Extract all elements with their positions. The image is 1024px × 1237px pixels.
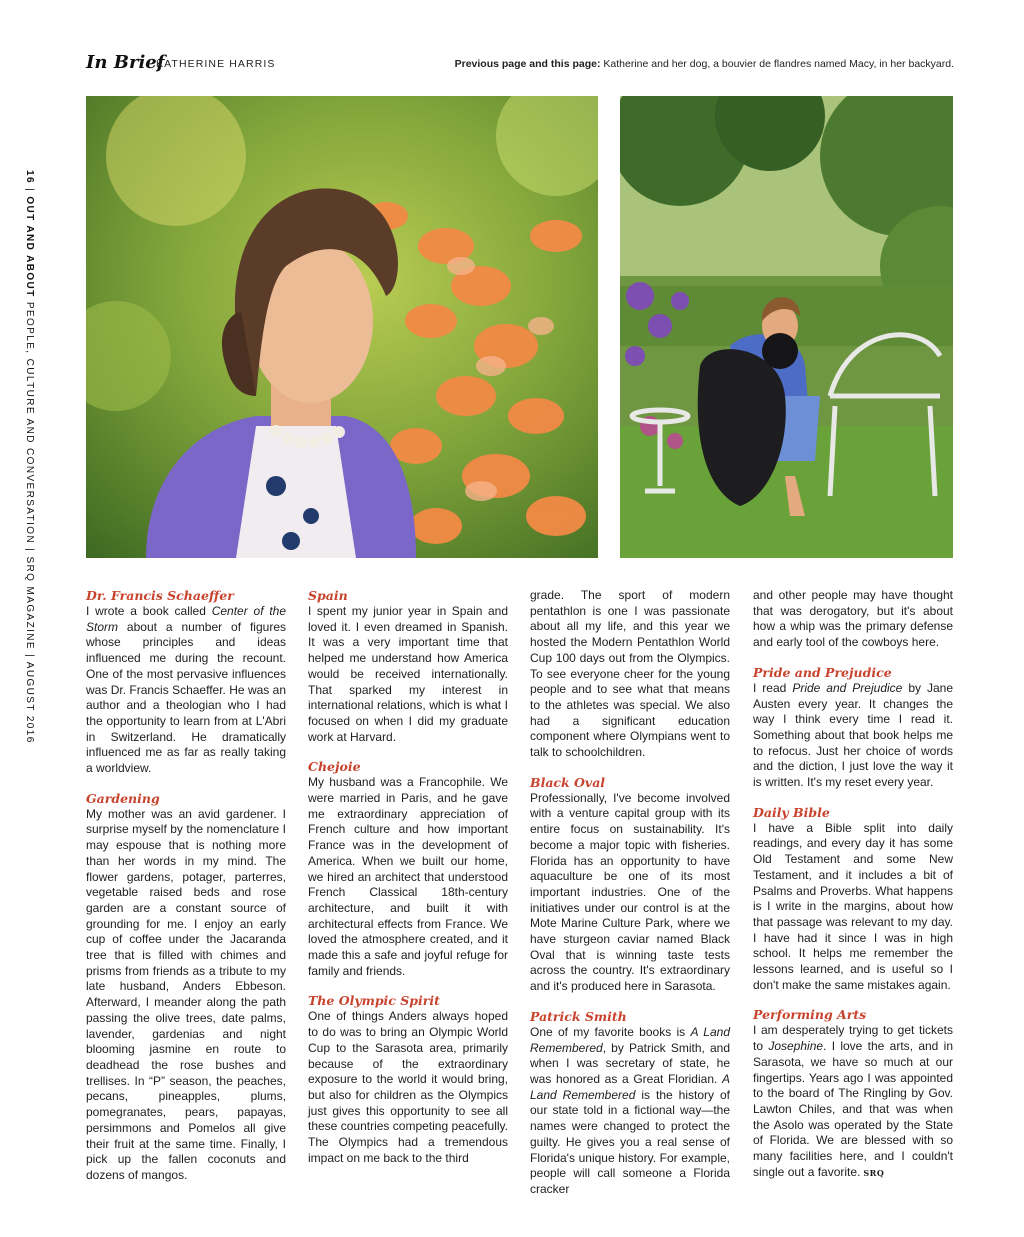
subhead-daily-bible: Daily Bible <box>753 804 830 820</box>
text-run: by Jane Austen every year. It changes the way I think every time I read it. Something about that book helps me to refocus. Just her choice of words and the diction, I just love the way it is written. It's my reset every year. <box>753 680 953 790</box>
subhead-schaeffer: Dr. Francis Schaeffer <box>86 588 234 603</box>
paragraph-gardening: My mother was an avid gardener. I surprise myself by the nomenclature I may espouse that is nothing more than her words in my mind. The flower gardens, potager, parterres, vegetable raised beds and rose garden are a constant source of grounding for me. I enjoy an early cup of coffee under the Jacaranda tree that is filled with chimes and prisms from friends as a tribute to my late husband, Anders Ebbeson. Afterward, I meander along the path passing the olive trees, date palms, lavender, gardenias and night blooming jasmine en route to deadhead the rose bushes and trellises. In “P” season, the peaches, pecans, pineapples, plums, pomegranates, pears, papayas, persimmons and Pomelos all give their fruit at the same time. Finally, I pick up the fallen coconuts and dozens of mangos. <box>86 806 286 1182</box>
text-run: , by Patrick Smith, and when I was secretary of state, he was honored as a Great Floridian. <box>530 1040 730 1086</box>
subhead-chejoie: Chejoie <box>308 759 361 775</box>
caption-text: Katherine and her dog, a bouvier de flandres named Macy, in her backyard. <box>600 58 954 70</box>
folio-separator: | <box>24 188 35 193</box>
subhead-performing-arts: Performing Arts <box>753 1007 867 1023</box>
paragraph-spain: I spent my junior year in Spain and loved it. I even dreamed in Spanish. It was a very important time that helped me understand how America would be received internationally. That sparked my interest in international relations, which is what I focused on when I did my graduate work at Harvard. <box>308 604 508 744</box>
paragraph-schaeffer <box>86 604 286 777</box>
article-column-3 <box>530 588 730 1212</box>
text-run: is the history of our state told in a fictional way—the names were changed to protect the guilty. He gives you a real sense of Florida's unique history. For example, people will call someone a Florida cracker <box>530 1087 730 1196</box>
book-title: Pride and Prejudice <box>792 680 903 695</box>
paragraph-olympic-spirit: One of things Anders always hoped to do was to bring an Olympic World Cup to the Sarasota area, primarily because of the extraordinary exposure to the world it would bring, but also for children as the Olympics just gives this opportunity to see all these countries competing peacefully. The Olympics had a tremendous impact on me back to the third <box>308 1009 508 1165</box>
show-title: Josephine <box>768 1039 824 1054</box>
paragraph-pride-prejudice <box>753 681 953 791</box>
portrait-photo <box>86 96 598 558</box>
text-run: I read <box>753 680 793 695</box>
subhead-patrick-smith: Patrick Smith <box>530 1008 627 1024</box>
sidebar-folio <box>21 170 41 744</box>
paragraph-black-oval: Professionally, I've become involved with a venture capital group with its entire focus on sustainability. It's become a major topic with fisheries. Florida has an opportunity to have aquaculture be one of its most important industries. One of the initiatives under our control is at the Mote Marine Culture Park, where we have sturgeon caviar named Black Oval that is winning taste tests across the country. It's extraordinary and it's produced here in Sarasota. <box>530 790 730 994</box>
book-title: Center of the Storm <box>86 604 286 634</box>
subhead-olympic-spirit: The Olympic Spirit <box>308 993 440 1009</box>
text-run: I wrote a book called <box>86 604 212 618</box>
text-run: I am desperately trying to get tickets to <box>753 1023 953 1054</box>
article-column-2 <box>308 588 508 1181</box>
book-title: A Land Remembered <box>530 1071 730 1102</box>
paragraph-performing-arts <box>753 1023 953 1181</box>
byline: KATHERINE HARRIS <box>156 58 276 70</box>
folio-separator: | <box>24 548 35 553</box>
folio-text <box>24 170 35 744</box>
backyard-photo <box>620 96 953 558</box>
section-title: In Brief <box>86 52 165 73</box>
text-run: . I love the arts, and in Sarasota, we have so much at our fingertips. Years ago I was appointed to the board of The Ringling by Gov. Lawton Chiles, and that was when the Asolo was operated by the State of Florida. We are blessed with so many facilities here, and I couldn't single out a favorite. <box>753 1039 953 1179</box>
portrait-illustration <box>86 96 598 558</box>
page-number: 16 <box>24 170 35 184</box>
folio-date: AUGUST 2016 <box>24 661 35 744</box>
subhead-pride-prejudice: Pride and Prejudice <box>753 664 892 680</box>
book-title: A Land Remembered <box>530 1024 730 1055</box>
folio-separator: | <box>24 654 35 659</box>
folio-magazine: SRQ MAGAZINE <box>24 556 35 650</box>
paragraph-chejoie: My husband was a Francophile. We were married in Paris, and he gave me extraordinary appreciation of French culture and how important France was in the development of America. When we built our home, we hired an architect that understood French Classical 18th-century architecture, and built it with architectural effects from France. We loved the atmosphere created, and it made this a safe and joyful refuge for family and friends. <box>308 775 508 978</box>
article-column-1 <box>86 588 286 1198</box>
folio-section: OUT AND ABOUT <box>24 196 35 298</box>
photo-caption <box>455 58 954 70</box>
srq-signoff: SRQ <box>863 1167 885 1178</box>
text-run: about a number of figures whose principles and ideas influenced me during the recount. One of the most pervasive influences was Dr. Francis Schaeffer. He was an author and a theologian who I had the opportunity to learn from at L'Abri in Switzerland. He dramatically influenced me as far as really taking a worldview. <box>86 619 286 776</box>
subhead-gardening: Gardening <box>86 790 160 806</box>
caption-label: Previous page and this page: <box>454 58 601 70</box>
article-body <box>86 588 954 1198</box>
backyard-illustration <box>620 96 953 558</box>
page-header <box>86 52 954 78</box>
article-column-4 <box>753 588 953 1196</box>
subhead-black-oval: Black Oval <box>530 774 606 790</box>
paragraph-pentathlon: grade. The sport of modern pentathlon is one I was passionate about all my life, and this year we hosted the Modern Pentathlon World Cup 100 days out from the Olympics. To see everyone cheer for the young people and to see what that means to the athletes was special. We also had a significant education component where Olympians went to talk to schoolchildren. <box>530 588 730 760</box>
paragraph-cowboys: and other people may have thought that was derogatory, but it's about how a whip was the primary defense and early tool of the cowboys here. <box>753 588 953 650</box>
text-run: One of my favorite books is <box>530 1024 691 1039</box>
paragraph-daily-bible: I have a Bible split into daily readings, and every day it has some Old Testament and some New Testament, and it includes a bit of Psalms and Proverbs. What happens is I write in the margins, about how that passage was relevant to my day. I have had it since I was in high school. It helps me remember the lessons learned, and is useful so I don't make the same mistakes again. <box>753 820 953 992</box>
paragraph-patrick-smith <box>530 1025 730 1198</box>
subhead-spain: Spain <box>308 588 348 603</box>
folio-subtitle: PEOPLE, CULTURE AND CONVERSATION <box>24 301 35 545</box>
